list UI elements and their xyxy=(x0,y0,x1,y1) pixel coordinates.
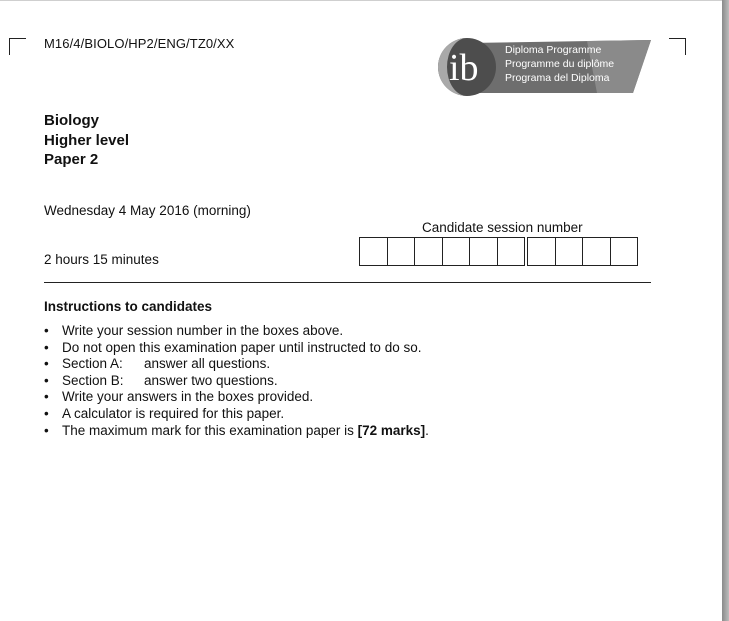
instruction-item xyxy=(44,340,429,357)
section-b-label: Section B: xyxy=(62,372,124,388)
instruction-text: A calculator is required for this paper. xyxy=(62,405,285,421)
session-number-boxes xyxy=(359,237,638,266)
section-b-text: answer two questions. xyxy=(144,372,278,388)
instruction-text: Do not open this examination paper until instructed to do so. xyxy=(62,339,422,355)
logo-text xyxy=(505,43,614,85)
instructions-list xyxy=(44,323,429,439)
bullet: • xyxy=(44,323,49,338)
session-digit-box[interactable] xyxy=(610,237,639,266)
paper-number: Paper 2 xyxy=(44,151,99,168)
session-number-label: Candidate session number xyxy=(422,220,583,235)
logo-letters: ib xyxy=(449,47,479,89)
instruction-item xyxy=(44,389,429,406)
session-digit-box[interactable] xyxy=(387,237,416,266)
logo-line-3: Programa del Diploma xyxy=(505,72,610,84)
instruction-item xyxy=(44,406,429,423)
session-digit-box[interactable] xyxy=(469,237,498,266)
instruction-item xyxy=(44,373,429,390)
subject-level: Higher level xyxy=(44,131,130,149)
session-digit-box[interactable] xyxy=(414,237,443,266)
crop-mark-top-right xyxy=(669,38,686,55)
section-a-text: answer all questions. xyxy=(144,356,271,372)
session-digit-box[interactable] xyxy=(497,237,526,266)
instruction-text: Write your answers in the boxes provided. xyxy=(62,389,314,405)
bullet: • xyxy=(44,422,49,438)
session-digit-box[interactable] xyxy=(582,237,611,266)
session-digit-box[interactable] xyxy=(359,237,388,266)
instruction-period: . xyxy=(425,422,429,438)
bullet: • xyxy=(44,372,49,388)
session-digit-box[interactable] xyxy=(527,237,556,266)
document-code: M16/4/BIOLO/HP2/ENG/TZ0/XX xyxy=(44,36,235,51)
subject-block xyxy=(44,111,129,170)
bullet: • xyxy=(44,339,49,355)
ib-logo xyxy=(437,37,652,97)
bullet: • xyxy=(44,405,49,421)
bullet: • xyxy=(44,356,49,372)
instruction-item xyxy=(44,423,429,440)
instruction-text: The maximum mark for this examination paper is xyxy=(62,422,354,438)
divider xyxy=(44,282,651,283)
section-a-label: Section A: xyxy=(62,356,123,372)
crop-mark-top-left xyxy=(9,38,26,55)
exam-date: Wednesday 4 May 2016 (morning) xyxy=(44,203,251,218)
session-digit-box[interactable] xyxy=(442,237,471,266)
instructions-heading: Instructions to candidates xyxy=(44,299,213,314)
logo-line-2: Programme du diplôme xyxy=(505,58,615,70)
instruction-item xyxy=(44,323,429,340)
logo-line-1: Diploma Programme xyxy=(505,44,602,56)
subject-name: Biology xyxy=(44,112,99,129)
exam-duration: 2 hours 15 minutes xyxy=(44,252,159,267)
instruction-item xyxy=(44,356,429,373)
instruction-text: Write your session number in the boxes above. xyxy=(62,323,344,338)
max-marks: [72 marks] xyxy=(357,422,426,438)
bullet: • xyxy=(44,389,49,405)
page-edge-scrollbar xyxy=(722,0,729,621)
session-digit-box[interactable] xyxy=(555,237,584,266)
